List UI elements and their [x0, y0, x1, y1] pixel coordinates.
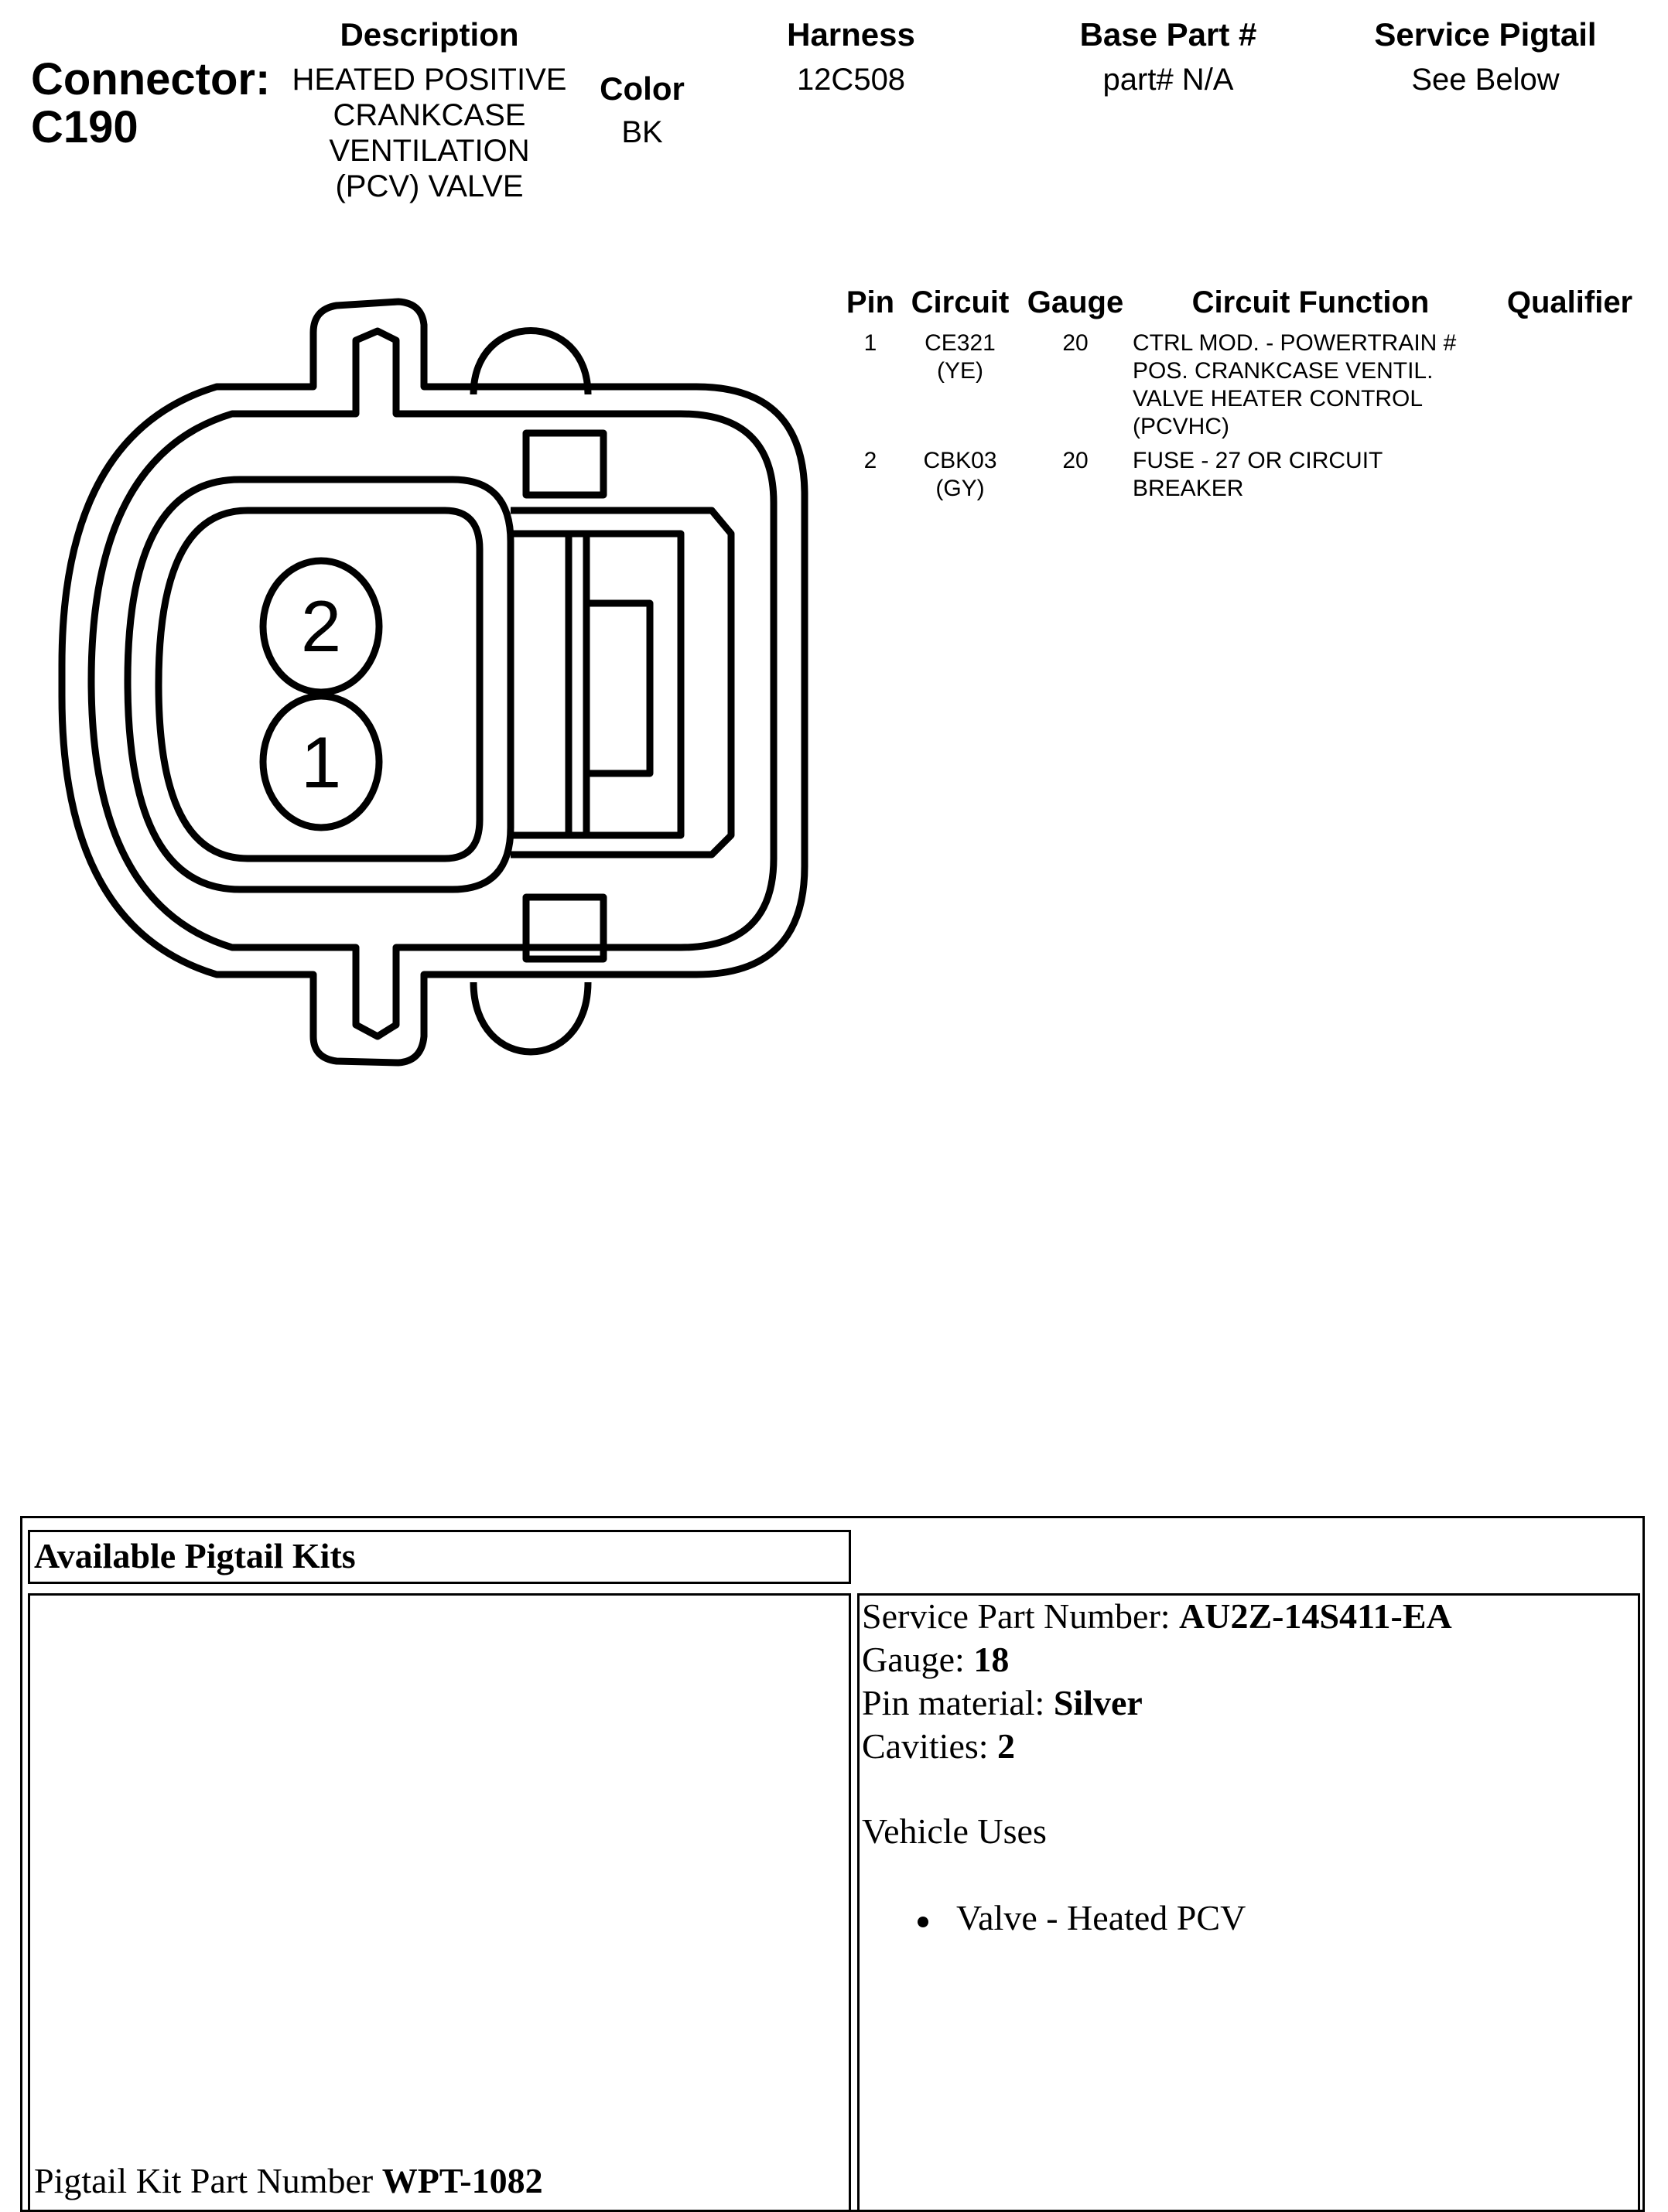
pin-material-value: Silver [1053, 1683, 1143, 1722]
pin-1-label: 1 [300, 722, 342, 803]
pin-material-label: Pin material: [862, 1683, 1054, 1722]
function-column-header: Circuit Function [1191, 285, 1430, 319]
list-item: Valve - Heated PCV [956, 1898, 1246, 1937]
pigtail-gauge [862, 1638, 1009, 1681]
circuit-color: (YE) [937, 358, 983, 384]
gauge-column-header: Gauge [1027, 285, 1124, 319]
bullet-icon [918, 1917, 928, 1927]
latch-bar [586, 603, 650, 773]
vehicle-uses-label: Vehicle Uses [862, 1811, 1047, 1851]
circuit-function-line: BREAKER [1133, 476, 1244, 501]
circuit-code: CBK03 [923, 448, 997, 473]
kit-part-label: Pigtail Kit Part Number [34, 2161, 382, 2200]
gauge-value: 18 [973, 1640, 1010, 1679]
service-pigtail-value: See Below [1411, 63, 1560, 97]
color-heading: Color [600, 70, 685, 107]
latch-housing [511, 510, 731, 855]
description-value: HEATED POSITIVE CRANKCASE VENTILATION (PCV) VALVE [292, 63, 567, 203]
connector-label [31, 56, 270, 152]
description-heading: Description [340, 16, 519, 53]
service-part-number [862, 1595, 1452, 1638]
pin-material [862, 1681, 1143, 1725]
pin-2-label: 2 [300, 585, 342, 667]
harness-value: 12C508 [796, 63, 906, 97]
pigtail-image-cell [28, 1593, 851, 2212]
pin-column-header: Pin [846, 285, 895, 319]
circuit-function-line: (PCVHC) [1133, 414, 1229, 439]
connector-id: C190 [31, 102, 138, 152]
qualifier-column-header: Qualifier [1506, 285, 1633, 319]
cavities-label: Cavities: [862, 1726, 998, 1766]
harness-heading: Harness [787, 16, 915, 53]
connector-inner-housing [91, 331, 774, 1036]
cavities-value: 2 [997, 1726, 1016, 1766]
color-value: BK [621, 115, 663, 149]
service-part-value: AU2Z-14S411-EA [1179, 1596, 1452, 1636]
circuit-gauge: 20 [1062, 448, 1089, 473]
connector-bottom-lobe [473, 982, 588, 1052]
gauge-label: Gauge: [862, 1640, 974, 1679]
circuit-function-line: CTRL MOD. - POWERTRAIN # [1133, 330, 1457, 356]
circuit-function-line: FUSE - 27 OR CIRCUIT [1133, 448, 1383, 473]
connector-label-text: Connector: [31, 54, 271, 104]
circuit-function-line: POS. CRANKCASE VENTIL. [1133, 358, 1434, 384]
service-pigtail-heading: Service Pigtail [1374, 16, 1597, 53]
connector-diagram [46, 278, 812, 1098]
pigtail-kits-title: Available Pigtail Kits [34, 1536, 356, 1575]
pigtail-kit-part-number [34, 2159, 543, 2203]
service-part-label: Service Part Number: [862, 1596, 1180, 1636]
circuit-gauge: 20 [1062, 330, 1089, 356]
base-part-heading: Base Part # [1079, 16, 1257, 53]
base-part-value: part# N/A [1102, 63, 1234, 97]
latch-inner [511, 534, 681, 835]
top-slot [526, 433, 603, 495]
circuit-function-line: VALVE HEATER CONTROL [1133, 386, 1424, 411]
circuit-code: CE321 [925, 330, 996, 356]
pin-number: 2 [863, 448, 877, 473]
circuit-column-header: Circuit [911, 285, 1010, 319]
circuit-color: (GY) [935, 476, 985, 501]
kit-part-value: WPT-1082 [381, 2161, 543, 2200]
pin-number: 1 [863, 330, 877, 356]
cavities [862, 1725, 1015, 1768]
